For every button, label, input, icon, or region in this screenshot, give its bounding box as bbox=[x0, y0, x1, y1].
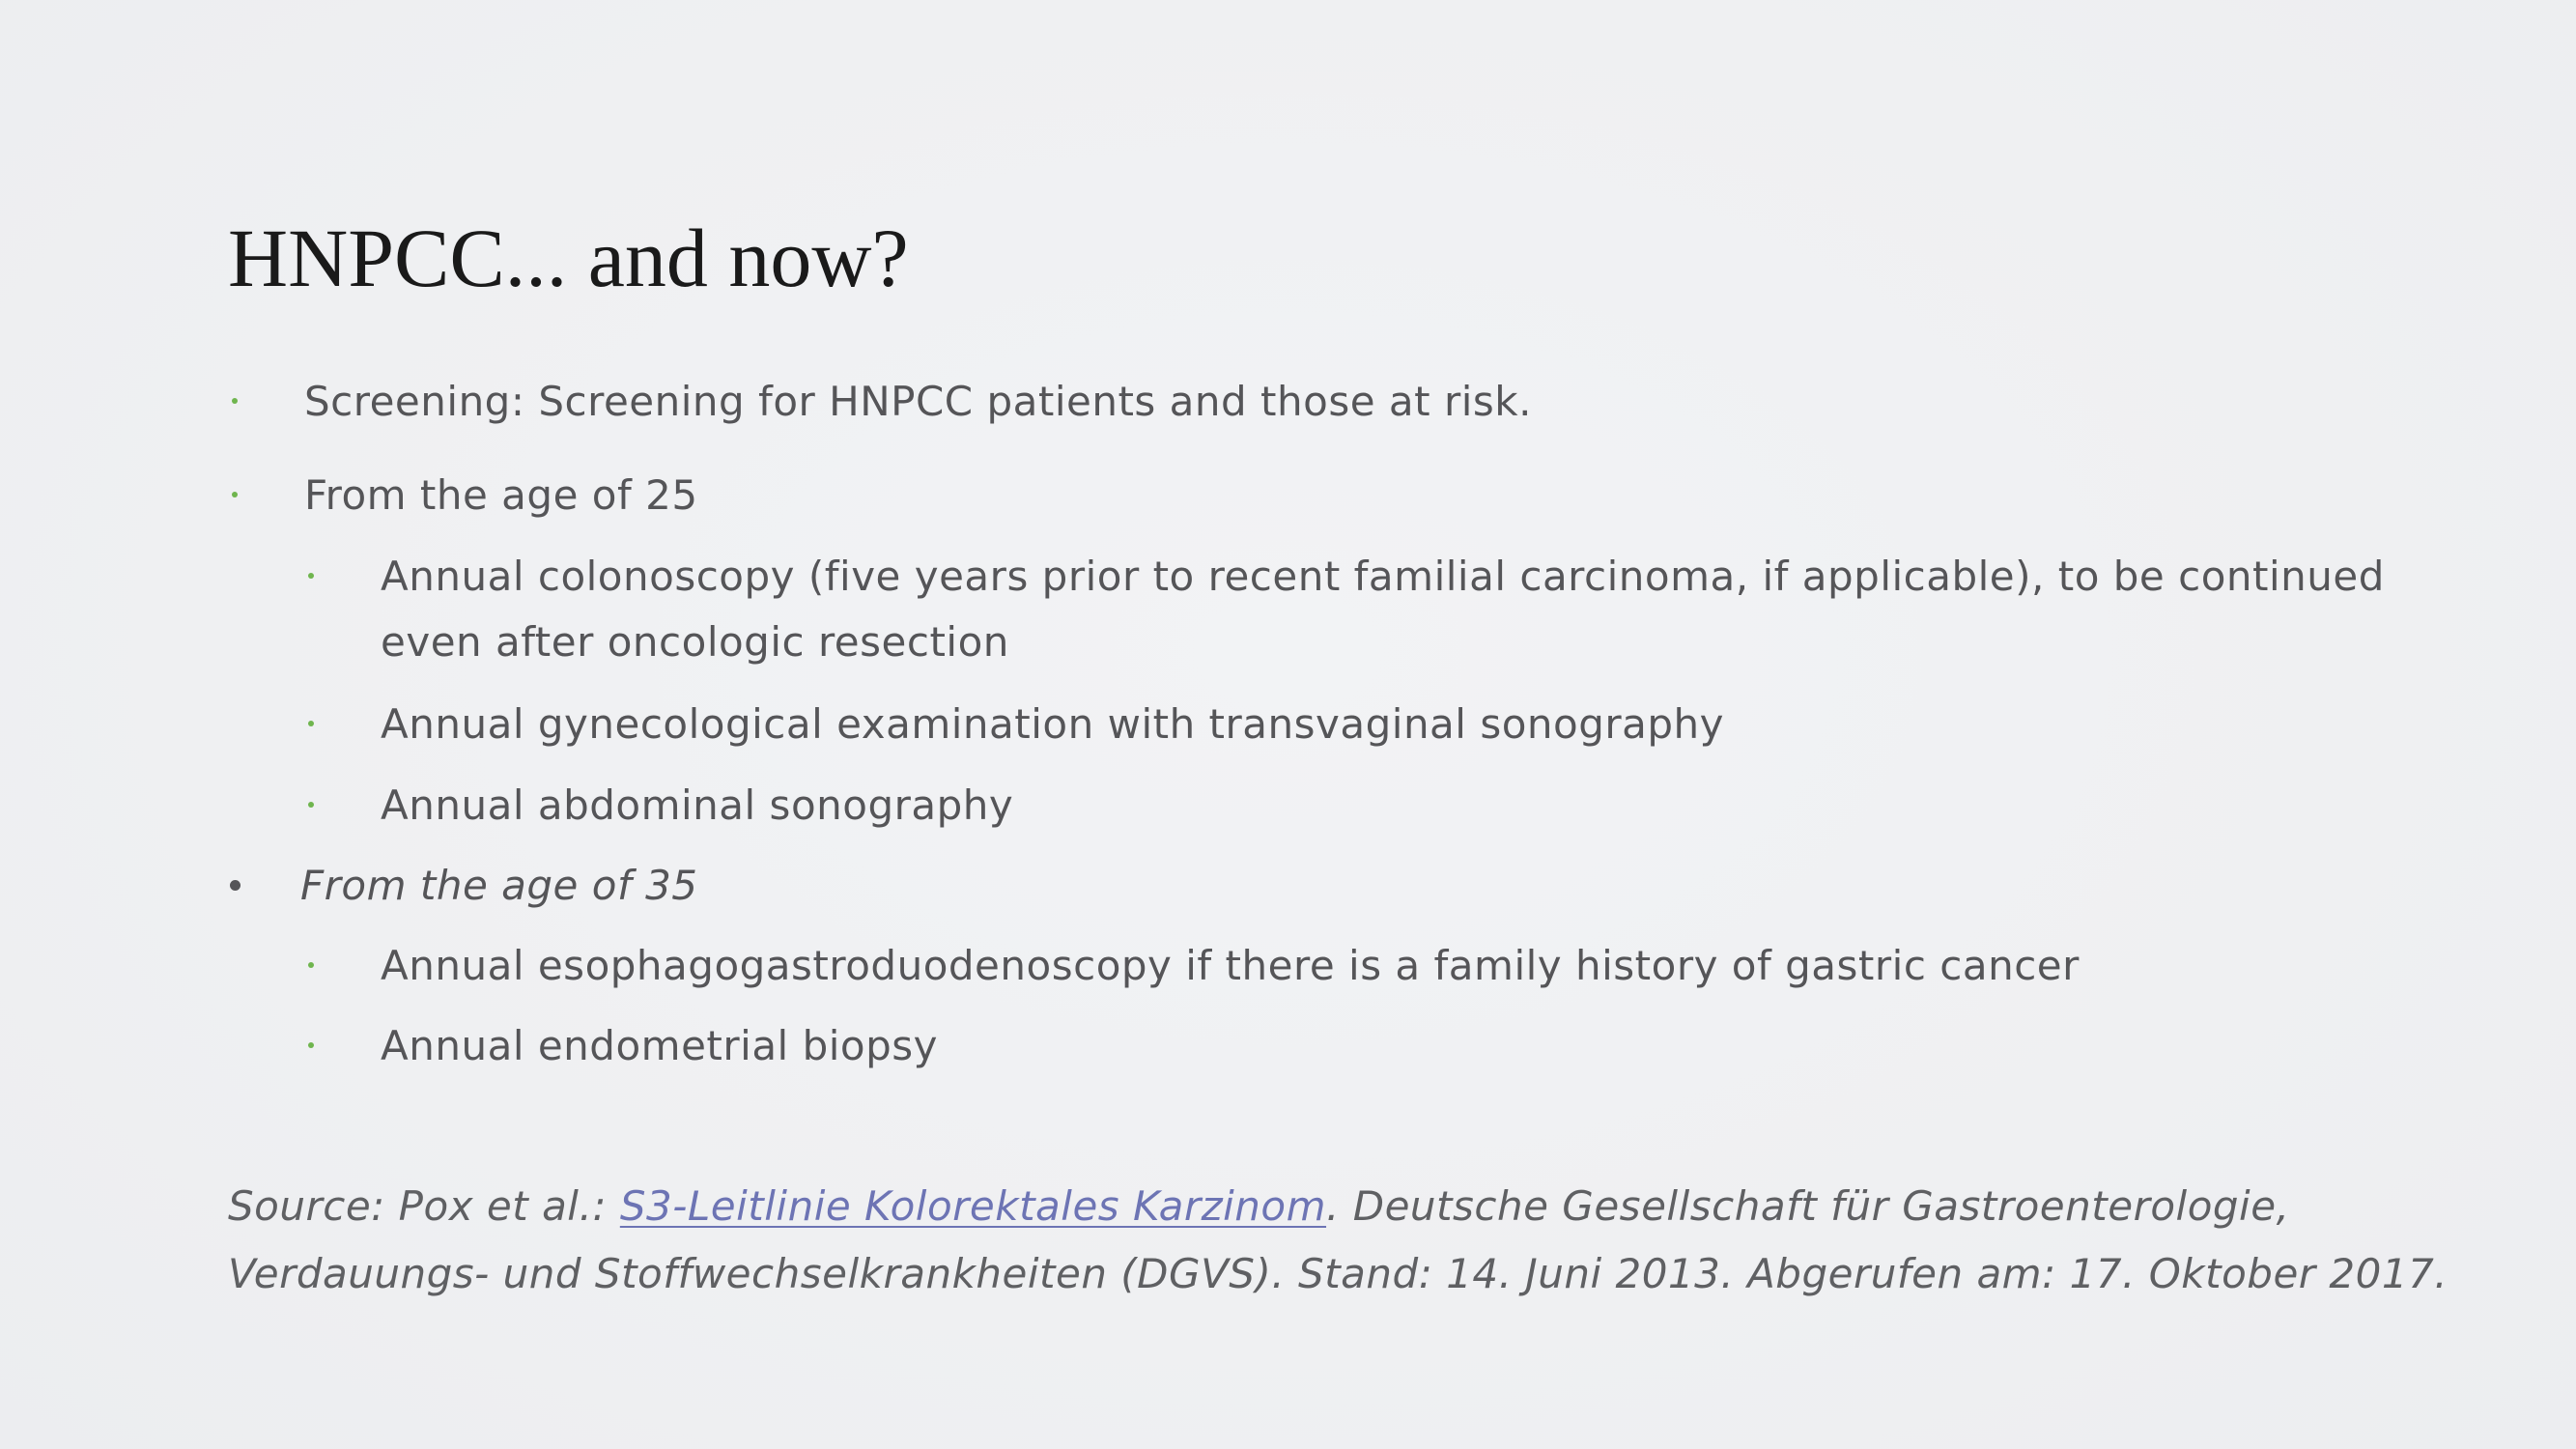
list-item: Annual endometrial biopsy bbox=[381, 1022, 938, 1069]
list-item: Annual gynecological examination with transvaginal sonography bbox=[381, 700, 1725, 748]
source-suffix: . Deutsche Gesellschaft für Gastroenterologie, bbox=[1326, 1182, 2290, 1230]
green-bullet-icon bbox=[308, 802, 314, 808]
list-item-line: even after oncologic resection bbox=[381, 618, 1009, 666]
green-bullet-icon bbox=[308, 1042, 314, 1048]
green-bullet-icon bbox=[232, 492, 238, 497]
source-line bbox=[228, 1173, 2449, 1240]
list-item: Annual abdominal sonography bbox=[381, 781, 1014, 829]
source-prefix: Source: Pox et al.: bbox=[228, 1182, 620, 1230]
slide-title: HNPCC... and now? bbox=[228, 212, 909, 304]
green-bullet-icon bbox=[232, 398, 238, 404]
green-bullet-icon bbox=[308, 721, 314, 726]
list-item bbox=[381, 544, 2385, 675]
list-item: Annual esophagogastroduodenoscopy if there is a family history of gastric cancer bbox=[381, 942, 2080, 989]
source-citation bbox=[228, 1173, 2449, 1308]
source-link[interactable]: S3-Leitlinie Kolorektales Karzinom bbox=[619, 1182, 1327, 1230]
list-item: From the age of 25 bbox=[304, 471, 698, 519]
green-bullet-icon bbox=[308, 573, 314, 579]
source-line-2: Verdauungs- und Stoffwechselkrankheiten (DGVS). Stand: 14. Juni 2013. Abgerufen am: 17. Oktober 2017. bbox=[228, 1250, 2449, 1297]
list-item-line: Annual colonoscopy (five years prior to recent familial carcinoma, if applicable), to be continued bbox=[381, 553, 2385, 600]
dark-bullet-icon bbox=[230, 880, 241, 891]
list-item: Screening: Screening for HNPCC patients and those at risk. bbox=[304, 378, 1532, 425]
list-item: From the age of 35 bbox=[300, 862, 698, 909]
green-bullet-icon bbox=[308, 962, 314, 968]
